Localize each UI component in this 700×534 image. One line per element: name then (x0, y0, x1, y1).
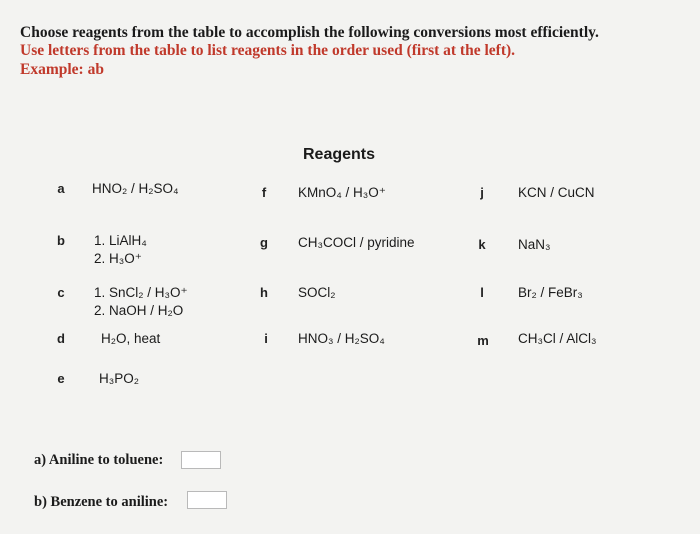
reagent-c-line-2: 2. NaOH / H₂O (94, 303, 184, 318)
reagent-f-line: KMnO₄ / H₃O⁺ (298, 185, 386, 200)
reagent-e (99, 370, 139, 388)
reagent-b-line-1: 1. LiAlH₄ (94, 233, 147, 248)
reagent-i (298, 330, 385, 348)
reagent-l (518, 284, 583, 302)
reagent-letter-b: b (57, 233, 65, 248)
answer-a-input[interactable] (181, 451, 221, 469)
reagent-letter-e: e (57, 371, 65, 386)
reagent-i-line: HNO₃ / H₂SO₄ (298, 331, 385, 346)
reagent-h-line: SOCl₂ (298, 285, 336, 300)
reagent-letter-a: a (57, 181, 65, 196)
reagents-heading: Reagents (303, 146, 376, 163)
question-a-label: a) Aniline to toluene: (34, 452, 164, 468)
reagent-letter-g: g (260, 235, 268, 250)
reagent-m (518, 330, 597, 348)
reagent-d (101, 330, 160, 348)
reagent-g (298, 234, 415, 252)
reagent-letter-k: k (478, 237, 486, 252)
reagent-j-line: KCN / CuCN (518, 185, 595, 200)
reagent-e-line: H₃PO₂ (99, 371, 139, 386)
instruction-example: Example: ab (20, 61, 104, 78)
reagent-g-line: CH₃COCl / pyridine (298, 235, 415, 250)
reagent-letter-m: m (477, 333, 489, 348)
instruction-line-1: Choose reagents from the table to accomplish the following conversions most efficiently. (20, 24, 599, 41)
reagent-letter-j: j (480, 185, 484, 200)
reagent-c (94, 284, 188, 320)
reagent-k (518, 236, 551, 254)
reagent-h (298, 284, 336, 302)
reagent-c-line-1: 1. SnCl₂ / H₃O⁺ (94, 285, 188, 300)
reagent-letter-h: h (260, 285, 268, 300)
reagent-k-line: NaN₃ (518, 237, 551, 252)
reagent-l-line: Br₂ / FeBr₃ (518, 285, 583, 300)
reagent-b (94, 232, 147, 268)
reagent-letter-f: f (261, 185, 267, 200)
reagent-letter-c: c (57, 285, 65, 300)
reagent-letter-l: l (480, 285, 484, 300)
answer-b-input[interactable] (187, 491, 227, 509)
reagent-j (518, 184, 595, 202)
reagent-a-line: HNO₂ / H₂SO₄ (92, 181, 179, 196)
reagent-b-line-2: 2. H₃O⁺ (94, 251, 142, 266)
reagent-letter-d: d (57, 331, 65, 346)
reagent-d-line: H₂O, heat (101, 331, 161, 346)
question-b-label: b) Benzene to aniline: (34, 494, 169, 510)
reagent-f (298, 184, 386, 202)
reagent-letter-i: i (264, 331, 268, 346)
instruction-line-2: Use letters from the table to list reagents in the order used (first at the left). (20, 42, 516, 59)
reagent-m-line: CH₃Cl / AlCl₃ (518, 331, 597, 346)
reagent-a (92, 180, 179, 198)
